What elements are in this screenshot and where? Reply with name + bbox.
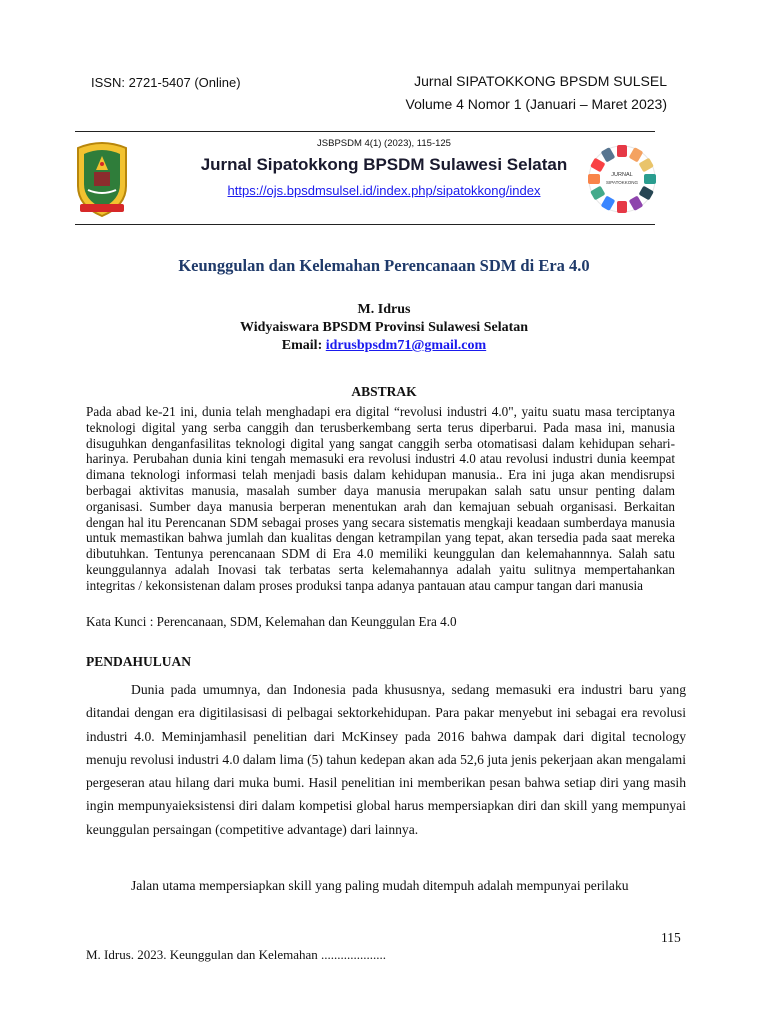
intro-body: [86, 678, 686, 841]
intro-paragraph-2: Jalan utama mempersiapkan skill yang paling mudah ditempuh adalah mempunyai perilaku: [131, 878, 629, 893]
abstract-heading: ABSTRAK: [351, 384, 417, 399]
article-title: Keunggulan dan Kelemahan Perencanaan SDM di Era 4.0: [178, 256, 590, 275]
issn-label: ISSN: 2721-5407 (Online): [91, 75, 241, 90]
header-rule-top: [75, 131, 655, 132]
email-label: Email:: [281, 338, 326, 353]
author-block: [0, 301, 768, 355]
journal-full-name: Jurnal Sipatokkong BPSDM Sulawesi Selatan: [200, 155, 568, 174]
section-heading-introduction: PENDAHULUAN: [86, 654, 192, 669]
running-footer: M. Idrus. 2023. Keunggulan dan Kelemahan ....................: [86, 947, 387, 962]
keywords: Kata Kunci : Perencanaan, SDM, Kelemahan dan Keunggulan Era 4.0: [86, 614, 457, 629]
svg-text:SIPATOKKONG: SIPATOKKONG: [605, 180, 639, 185]
author-name: M. Idrus: [357, 302, 411, 317]
abstract-text: Pada abad ke-21 ini, dunia telah menghadapi era digital “revolusi industri 4.0", yaitu suatu masa terciptanya teknologi digital yang serba canggih dan terusberkembang serta terus diperbarui. Pada masa ini, manusia disuguhkan denganfasilitas teknologi digital yang sangat canggih serba otomatisasi dalam kehidupan sehari-harinya. Perubahan dunia kini tengah memasuki era revolusi industri 4.0 atau revolusi industri dunia keempat dimana teknologi informasi telah menjadi basis dalam kehidupan manusia.. Era ini juga akan mendisrupsi berbagai aktivitas manusia, masalah sumber daya manusia merupakan salah satu unsur penting dalam organisasi. Sumber daya manusia berperan menentukan arah dan kemajuan sebuah organisasi. Berkaitan dengan hal itu Perencanan SDM sebagai proses yang secara sistematis mengkaji keadaan sumberdaya manusia untuk memastikan bahwa jumlah dan kualitas dengan ketrampilan yang tepat, akan tersedia pada saat mereka dibutuhkan. Tentunya perencanaan SDM di Era 4.0 memiliki keunggulan dan kelemahannnya. Salah satu keunggulannya adalah Inovasi tak terbatas serta kelemahannya adalah yaitu sulitnya mempertahankan integritas / kekonsistenan dalam proses produksi tanpa adanya pantauan atau campur tangan dari manusia: [86, 404, 675, 593]
intro-paragraph-1: Dunia pada umumnya, dan Indonesia pada khususnya, sedang memasuki era industri baru yang ditandai dengan era digitilasisasi di pelbagai sektorkehidupan. Para pakar menyebut ini sebagai era revolusi industri 4.0. Meminjamhasil penelitian dari McKinsey pada 2016 bahwa dampak dari digital tecnology menuju revolusi industri 4.0 dalam lima (5) tahun kedepan akan ada 52,6 juta jenis pekerjaan akan mengalami pergeseran atau hilang dari muka bumi. Hasil penelitian ini memberikan pesan bahwa setiap diri yang masih ingin mempunyaieksistensi diri dalam kompetisi global harus mempersiapkan diri dan skill yang mempunyai keunggulan persaingan (competitive advantage) dari lainnya.: [86, 682, 686, 837]
journal-short-name: Jurnal SIPATOKKONG BPSDM SULSEL: [414, 73, 667, 89]
journal-volume: Volume 4 Nomor 1 (Januari – Maret 2023): [405, 96, 667, 112]
header-rule-bottom: [75, 224, 655, 225]
journal-logo-text: JURNAL: [611, 172, 633, 178]
author-email-line: [0, 337, 768, 355]
citation-line: JSBPSDM 4(1) (2023), 115-125: [317, 138, 451, 149]
author-affiliation: Widyaiswara BPSDM Provinsi Sulawesi Selatan: [239, 320, 529, 335]
author-email-link[interactable]: idrusbpsdm71@gmail.com: [325, 338, 487, 353]
journal-url-text[interactable]: https://ojs.bpsdmsulsel.id/index.php/sipatokkong/index: [227, 183, 541, 198]
journal-logo: [584, 141, 660, 217]
page-number: 115: [661, 930, 681, 945]
province-emblem-logo: [70, 138, 134, 218]
